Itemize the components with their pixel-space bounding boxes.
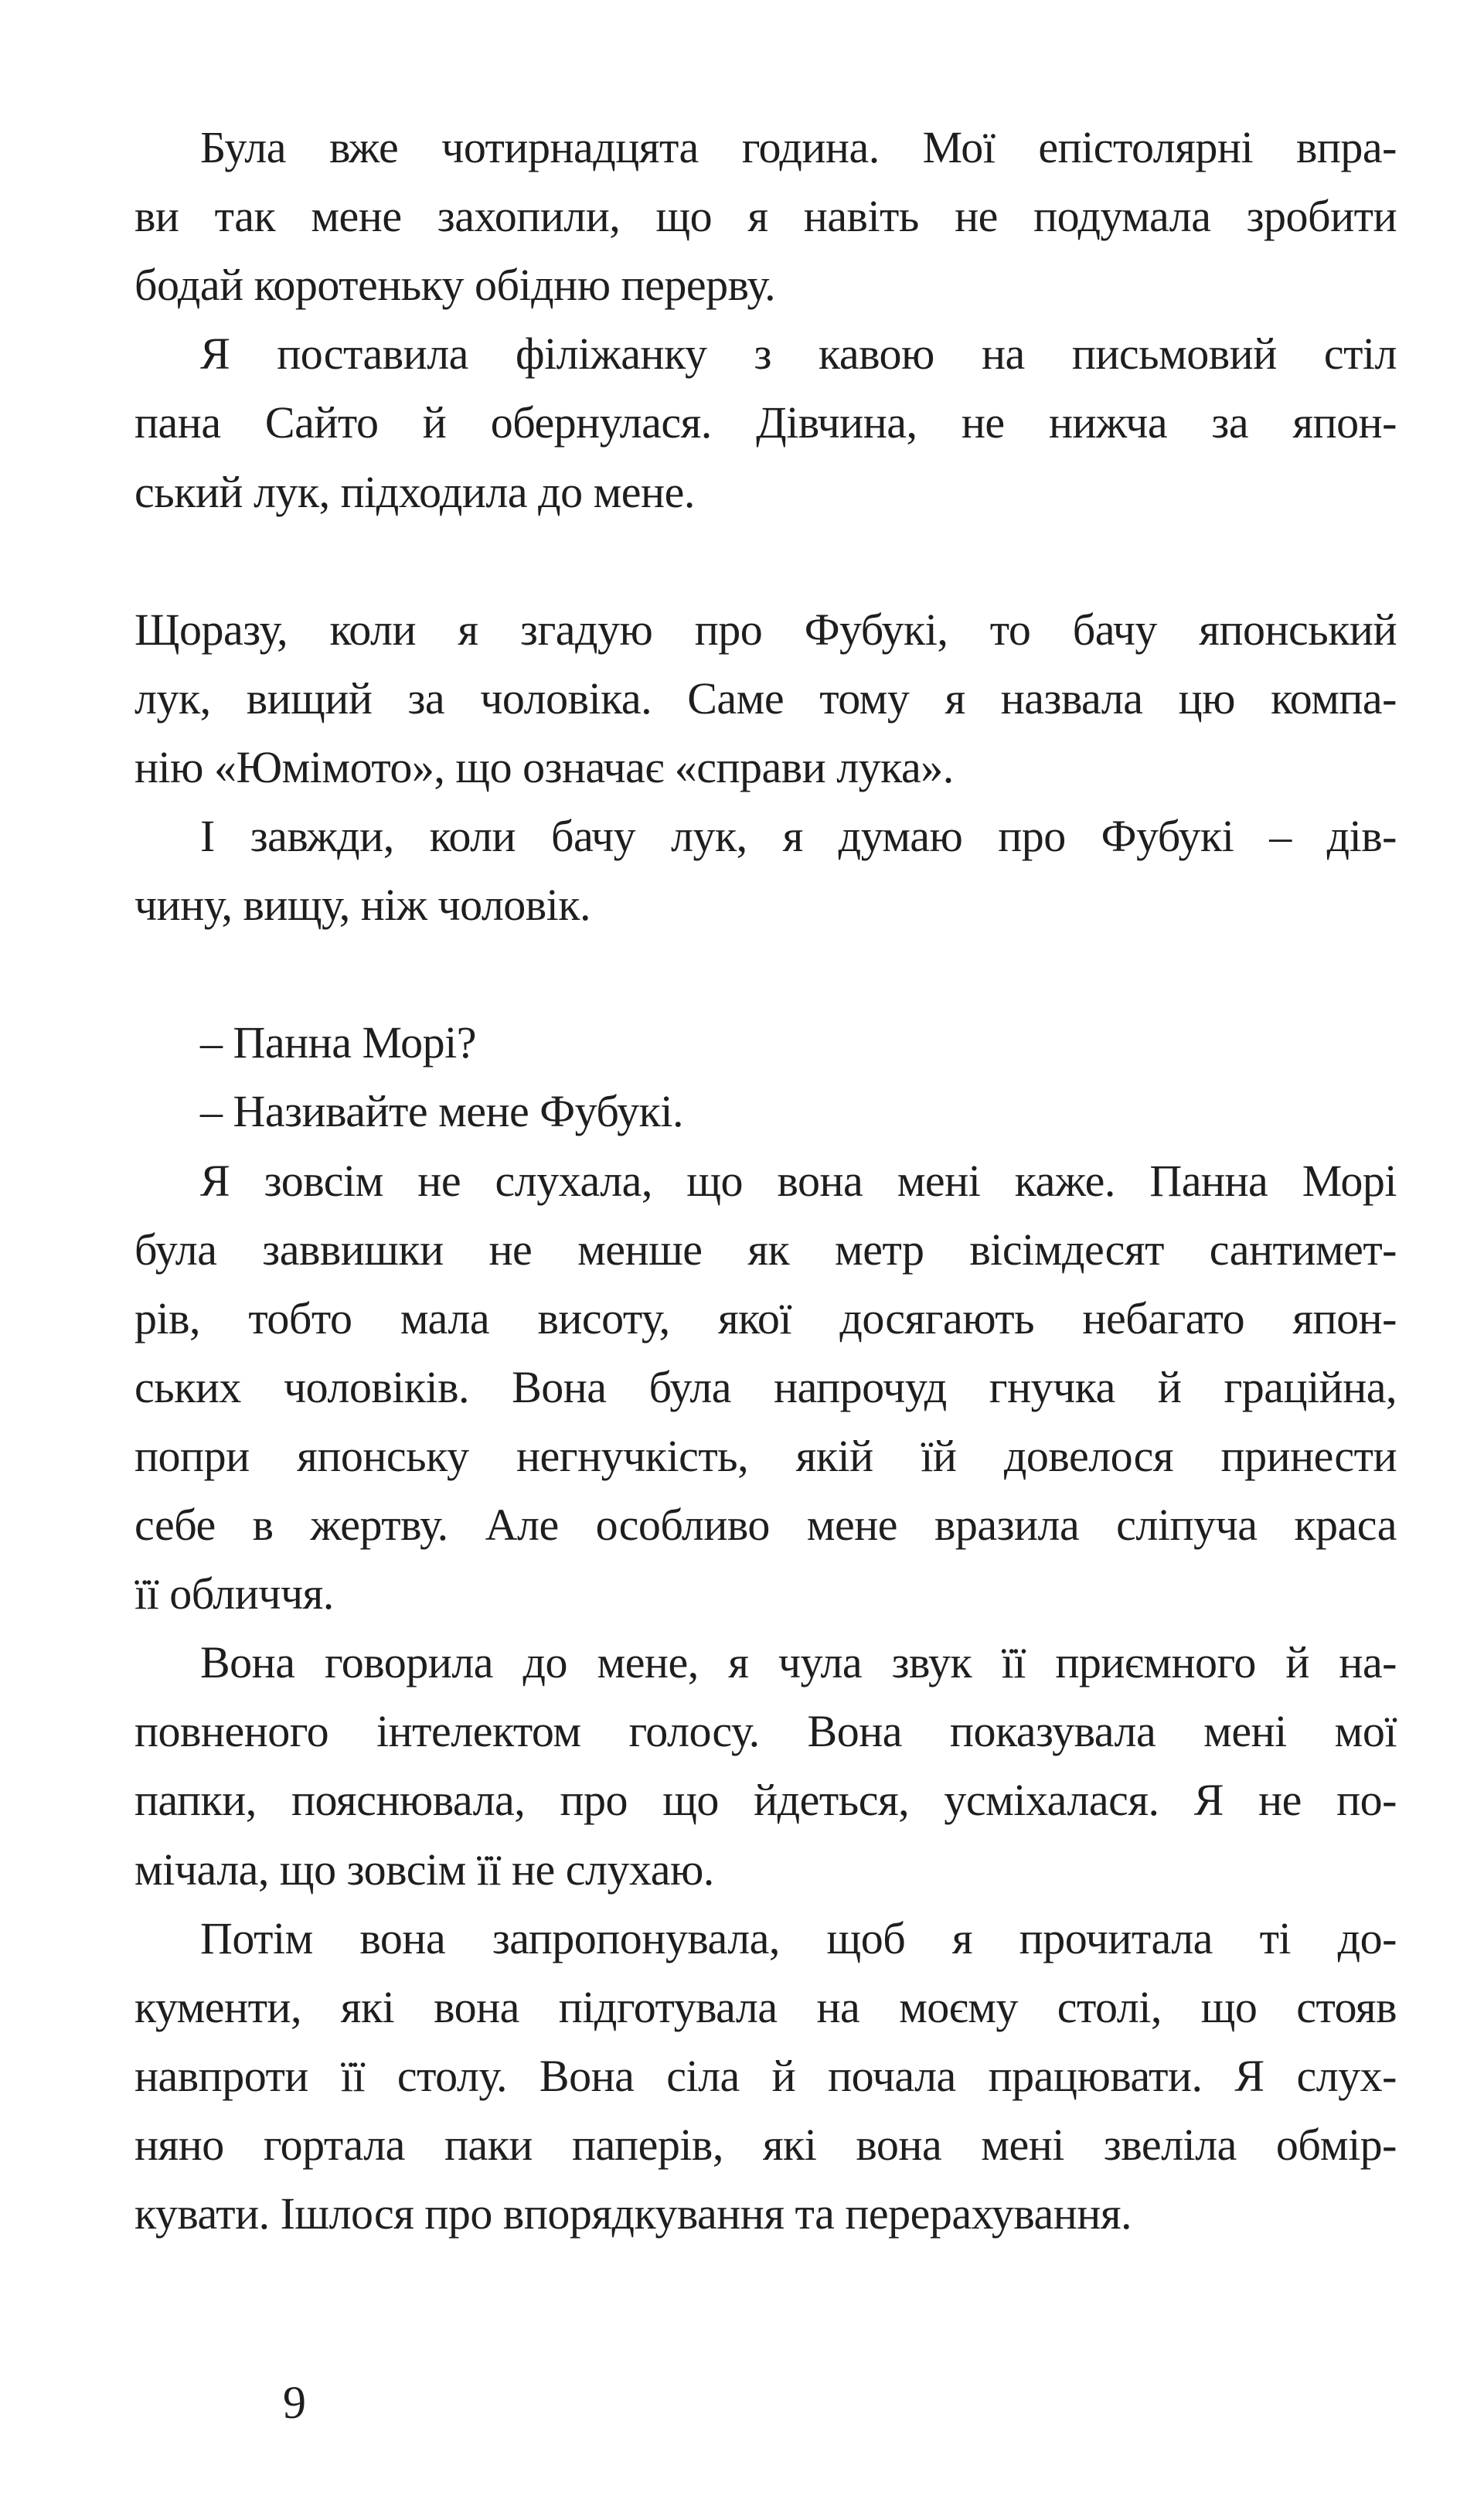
text-line: кувати. Ішлося про впорядкування та перерахування.	[134, 2188, 1132, 2239]
text-line: І завжди, коли бачу лук, я думаю про Фубукі – дів-	[200, 811, 1397, 861]
text-line: чину, вищу, ніж чоловік.	[134, 880, 591, 931]
text-line: навпроти її столу. Вона сіла й почала працювати. Я слух-	[134, 2050, 1397, 2101]
text-line: ви так мене захопили, що я навіть не подумала зробити	[134, 191, 1397, 242]
text-line: Вона говорила до мене, я чула звук її приємного й на-	[200, 1637, 1397, 1688]
text-line: себе в жертву. Але особливо мене вразила сліпуча краса	[134, 1500, 1397, 1550]
text-line: Була вже чотирнадцята година. Мої епістолярні впра-	[200, 122, 1397, 172]
text-line: була заввишки не менше як метр вісімдесят сантимет-	[134, 1224, 1397, 1275]
text-line: мічала, що зовсім її не слухаю.	[134, 1844, 714, 1895]
text-line: Я поставила філіжанку з кавою на письмовий стіл	[200, 329, 1397, 380]
text-line: Я зовсім не слухала, що вона мені каже. Панна Морі	[200, 1155, 1397, 1206]
text-line: повненого інтелектом голосу. Вона показувала мені мої	[134, 1706, 1397, 1757]
text-line: її обличчя.	[134, 1568, 334, 1619]
text-line: бодай коротеньку обідню перерву.	[134, 260, 776, 311]
text-line: папки, пояснювала, про що йдеться, усміхалася. Я не по-	[134, 1775, 1397, 1826]
text-line: кументи, які вона підготувала на моєму столі, що стояв	[134, 1981, 1397, 2032]
text-line: ський лук, підходила до мене.	[134, 466, 695, 517]
text-line: няно гортала паки паперів, які вона мені звеліла обмір-	[134, 2119, 1397, 2170]
text-line: попри японську негнучкість, якій їй довелося принести	[134, 1430, 1397, 1481]
text-line: – Називайте мене Фубукі.	[200, 1086, 683, 1137]
text-line: рів, тобто мала висоту, якої досягають небагато япон-	[134, 1292, 1397, 1343]
text-line: пана Сайто й обернулася. Дівчина, не нижча за япон-	[134, 397, 1397, 448]
text-line: Щоразу, коли я згадую про Фубукі, то бачу японський	[134, 604, 1397, 655]
text-line: нію «Юмімото», що означає «справи лука».	[134, 741, 954, 792]
text-line: Потім вона запропонувала, щоб я прочитала ті до-	[200, 1912, 1397, 1963]
page-number: 9	[283, 2377, 306, 2428]
text-line: – Панна Морі?	[200, 1017, 476, 1068]
text-line: ських чоловіків. Вона була напрочуд гнучка й граційна,	[134, 1361, 1397, 1412]
text-line: лук, вищий за чоловіка. Саме тому я назвала цю компа-	[134, 673, 1397, 724]
